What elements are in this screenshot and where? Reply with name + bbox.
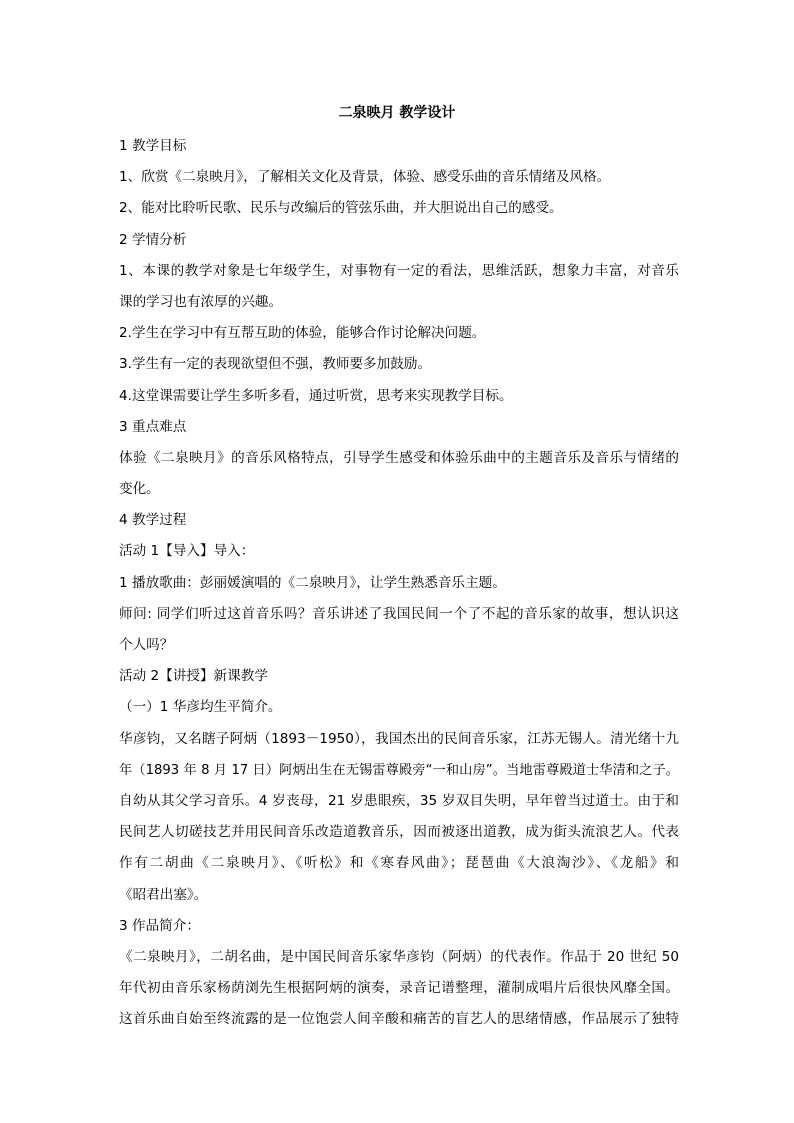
text-line: 活动 2【讲授】新课教学 bbox=[119, 668, 268, 685]
text-line: 2 学情分析 bbox=[119, 231, 187, 248]
text-line: 3 重点难点 bbox=[119, 418, 187, 435]
text-line: 师问: 同学们听过这首音乐吗？音乐讲述了我国民间一个了不起的音乐家的故事，想认识这 bbox=[119, 605, 679, 622]
text-line: 3 作品简介： bbox=[119, 917, 200, 934]
text-line: 1、本课的教学对象是七年级学生，对事物有一定的看法，思维活跃，想象力丰富，对音乐 bbox=[119, 262, 679, 279]
text-line: 作有二胡曲《二泉映月》、《听松》和《寒春风曲》；琵琶曲《大浪淘沙》、《龙船》和 bbox=[119, 855, 679, 872]
text-line: 1 播放歌曲：彭丽媛演唱的《二泉映月》，让学生熟悉音乐主题。 bbox=[119, 574, 506, 591]
text-line: 《二泉映月》，二胡名曲，是中国民间音乐家华彦钧（阿炳）的代表作。作品于 20 世纪 50 bbox=[119, 948, 679, 965]
text-line: 华彦钧，又名瞎子阿炳（1893－1950），我国杰出的民间音乐家，江苏无锡人。清光绪十九 bbox=[119, 730, 679, 747]
document-body bbox=[119, 131, 679, 1035]
text-line: 1、欣赏《二泉映月》，了解相关文化及背景，体验、感受乐曲的音乐情绪及风格。 bbox=[119, 169, 611, 186]
text-line: 课的学习也有浓厚的兴趣。 bbox=[119, 293, 283, 310]
text-line: 年代初由音乐家杨荫浏先生根据阿炳的演奏，录音记谱整理，灌制成唱片后很快风靡全国。 bbox=[119, 980, 679, 997]
text-line: 变化。 bbox=[119, 481, 160, 498]
text-line: 2.学生在学习中有互帮互助的体验，能够合作讨论解决问题。 bbox=[119, 325, 486, 342]
text-line: （一）1 华彦均生平简介。 bbox=[119, 699, 282, 716]
text-line: 活动 1【导入】导入： bbox=[119, 543, 255, 560]
text-line: 《昭君出塞》。 bbox=[119, 886, 208, 903]
document-title: 二泉映月 教学设计 bbox=[338, 105, 456, 121]
text-line: 1 教学目标 bbox=[119, 138, 187, 154]
text-line: 体验《二泉映月》的音乐风格特点，引导学生感受和体验乐曲中的主题音乐及音乐与情绪的 bbox=[119, 449, 679, 466]
text-line: 4.这堂课需要让学生多听多看，通过听赏，思考来实现教学目标。 bbox=[119, 387, 513, 404]
text-line: 3.学生有一定的表现欲望但不强，教师要多加鼓励。 bbox=[119, 356, 432, 373]
text-line: 2、能对比聆听民歌、民乐与改编后的管弦乐曲，并大胆说出自己的感受。 bbox=[119, 200, 563, 217]
text-line: 个人吗？ bbox=[119, 637, 174, 653]
text-line: 民间艺人切磋技艺并用民间音乐改造道教音乐，因而被逐出道教，成为街头流浪艺人。代表 bbox=[119, 824, 679, 841]
text-line: 年（1893 年 8 月 17 日）阿炳出生在无锡雷尊殿旁“一和山房”。当地雷尊殿道士华清和之子。 bbox=[119, 762, 679, 778]
text-line: 这首乐曲自始至终流露的是一位饱尝人间辛酸和痛苦的盲艺人的思绪情感，作品展示了独特 bbox=[119, 1011, 679, 1028]
text-line: 4 教学过程 bbox=[119, 512, 187, 529]
text-line: 自幼从其父学习音乐。4 岁丧母，21 岁患眼疾，35 岁双目失明，早年曾当过道士。由于和 bbox=[119, 792, 679, 809]
